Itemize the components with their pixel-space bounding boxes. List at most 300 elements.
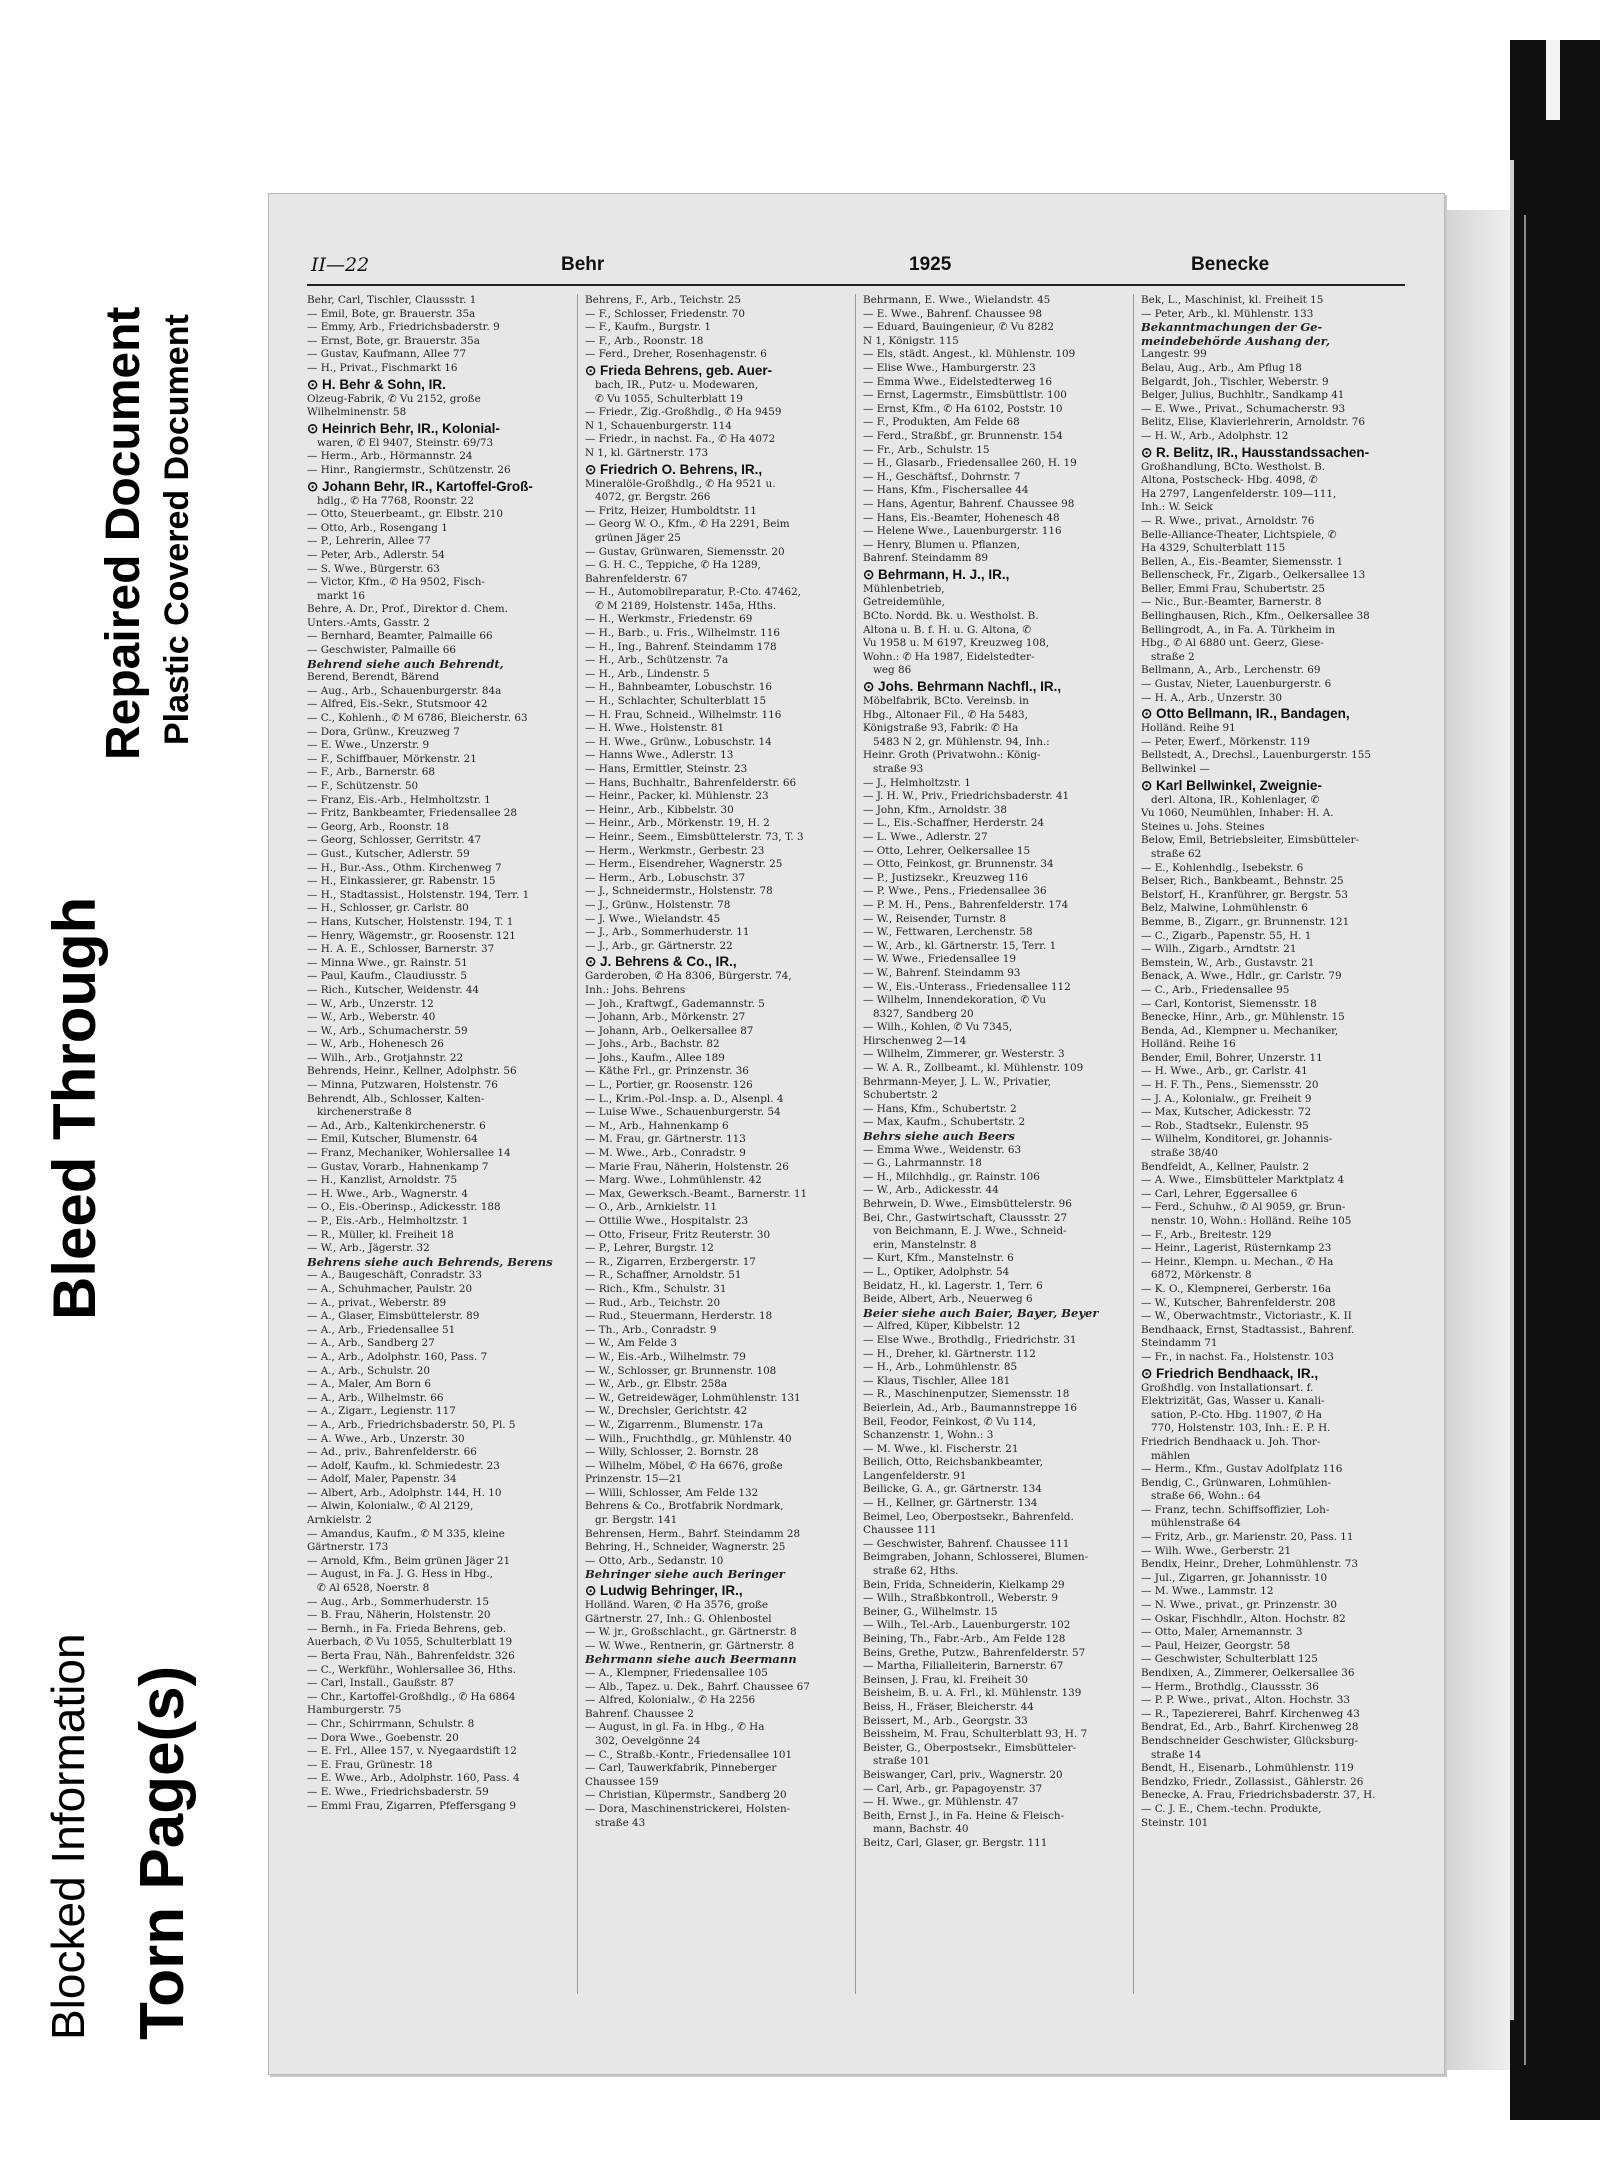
directory-entry: — Carl, Install., Gaußstr. 87 xyxy=(307,1677,455,1690)
directory-entry: — S. Wwe., Bürgerstr. 63 xyxy=(307,562,440,575)
directory-entry: Bendix, Heinr., Dreher, Lohmühlenstr. 73 xyxy=(1141,1558,1359,1571)
directory-entry: Beier siehe auch Baier, Bayer, Beyer xyxy=(863,1306,1099,1320)
directory-entry: Berend, Berendt, Bärend xyxy=(307,671,440,684)
directory-entry: Belitz, Elise, Klavierlehrerin, Arnoldstr. 76 xyxy=(1141,416,1366,429)
directory-entry: — W., Am Felde 3 xyxy=(585,1337,677,1350)
directory-entry: — W., Arb., Jägerstr. 32 xyxy=(307,1242,430,1255)
directory-entry: straße 43 xyxy=(595,1816,646,1829)
directory-entry: — A., Arb., Friedrichsbaderstr. 50, Pl. 5 xyxy=(307,1418,516,1431)
directory-entry: Prinzenstr. 15—21 xyxy=(585,1473,683,1486)
directory-entry: Mühlenbetrieb, xyxy=(863,582,945,595)
directory-entry: — P., Lehrer, Burgstr. 12 xyxy=(585,1242,714,1255)
directory-entry: — Franz, Mechaniker, Wohlersallee 14 xyxy=(307,1147,511,1160)
directory-entry: — Käthe Frl., gr. Prinzenstr. 36 xyxy=(585,1065,749,1078)
directory-entry: Bendig, C., Grünwaren, Lohmühlen- xyxy=(1141,1476,1332,1489)
directory-entry: ⊙ Heinrich Behr, IR., Kolonial- xyxy=(307,420,500,436)
directory-entry: N 1, Schauenburgerstr. 114 xyxy=(585,419,732,432)
directory-entry: — E. Wwe., Friedrichsbaderstr. 59 xyxy=(307,1785,489,1798)
directory-entry: — Herm., Arb., Hörmannstr. 24 xyxy=(307,450,473,463)
label-bleed-through: Bleed Through xyxy=(41,896,108,1320)
directory-entry: Olzeug-Fabrik, ✆ Vu 2152, große xyxy=(307,392,481,405)
directory-entry: — Heinr., Klempn. u. Mechan., ✆ Ha xyxy=(1141,1255,1334,1268)
directory-entry: — Peter, Arb., kl. Mühlenstr. 133 xyxy=(1141,307,1314,320)
directory-entry: — Ernst, Bote, gr. Brauerstr. 35a xyxy=(307,334,480,347)
directory-entry: — Hans, Kutscher, Holstenstr. 194, T. 1 xyxy=(307,915,514,928)
directory-entry: — Wilh., Straßbkontroll., Weberstr. 9 xyxy=(863,1592,1058,1605)
directory-entry: N 1, kl. Gärtnerstr. 173 xyxy=(585,446,709,459)
directory-entry: — E. Wwe., Bahrenf. Chaussee 98 xyxy=(863,307,1042,320)
directory-entry: — Minna, Putzwaren, Holstenstr. 76 xyxy=(307,1079,498,1092)
directory-entry: — P. P. Wwe., privat., Alton. Hochstr. 33 xyxy=(1141,1694,1350,1707)
directory-entry: — Gustav, Grünwaren, Siemensstr. 20 xyxy=(585,545,785,558)
directory-entry: Behrs siehe auch Beers xyxy=(863,1130,1015,1144)
directory-entry: ✆ Al 6528, Noerstr. 8 xyxy=(317,1582,430,1595)
directory-entry: Bendrat, Ed., Arb., Bahrf. Kirchenweg 28 xyxy=(1141,1721,1359,1734)
directory-entry: gr. Bergstr. 141 xyxy=(595,1514,678,1527)
directory-entry: — Johs., Kaufm., Allee 189 xyxy=(585,1051,725,1064)
directory-entry: — A., Arb., Sandberg 27 xyxy=(307,1337,435,1350)
directory-entry: — Ferd., Straßbf., gr. Brunnenstr. 154 xyxy=(863,429,1063,442)
directory-entry: Benecke, Hinr., Arb., gr. Mühlenstr. 15 xyxy=(1141,1011,1345,1024)
directory-entry: — H. Frau, Schneid., Wilhelmstr. 116 xyxy=(585,708,782,721)
directory-entry: 5483 N 2, gr. Mühlenstr. 94, Inh.: xyxy=(873,735,1050,748)
directory-entry: Beller, Emmi Frau, Schubertstr. 25 xyxy=(1141,582,1326,595)
directory-entry: — H. Wwe., Holstenstr. 81 xyxy=(585,722,725,735)
directory-entry: — Hans, Kfm., Schubertstr. 2 xyxy=(863,1102,1017,1115)
directory-entry: — Hans, Ermittler, Steinstr. 23 xyxy=(585,763,748,775)
directory-entry: Bemstein, W., Arb., Gustavstr. 21 xyxy=(1141,956,1315,969)
directory-entry: 302, Oevelgönne 24 xyxy=(595,1734,701,1747)
directory-entry: Unters.-Amts, Gasstr. 2 xyxy=(307,616,430,629)
directory-entry: Bellinghausen, Rich., Kfm., Oelkersallee 38 xyxy=(1141,610,1370,623)
column-4 xyxy=(1141,294,1403,1994)
directory-entry: Bemme, B., Zigarr., gr. Brunnenstr. 121 xyxy=(1141,915,1350,928)
directory-entry: — E. Wwe., Unzerstr. 9 xyxy=(307,739,430,752)
directory-entry: — H., Geschäftsf., Dohrnstr. 7 xyxy=(863,470,1021,483)
directory-entry: — L., Optiker, Adolphstr. 54 xyxy=(863,1265,1010,1278)
directory-entry: — A., Glaser, Eimsbüttelerstr. 89 xyxy=(307,1310,480,1323)
directory-entry: — W. Wwe., Friedensallee 19 xyxy=(863,953,1016,966)
directory-entry: Bellwinkel — xyxy=(1141,763,1210,775)
directory-entry: — Herm., Werkmstr., Gerbestr. 23 xyxy=(585,844,765,857)
directory-entry: Beil, Feodor, Feinkost, ✆ Vu 114, xyxy=(863,1415,1036,1428)
directory-entry: — Albert, Arb., Adolphstr. 144, H. 10 xyxy=(307,1486,502,1499)
directory-entry: Beining, Th., Fabr.-Arb., Am Felde 128 xyxy=(863,1633,1066,1645)
directory-entry: — H., Automobilreparatur, P.-Cto. 47462, xyxy=(585,586,801,599)
directory-entry: — Heinr., Packer, kl. Mühlenstr. 23 xyxy=(585,790,769,803)
directory-entry: hdlg., ✆ Ha 7768, Roonstr. 22 xyxy=(317,494,475,507)
directory-entry: Bendixen, A., Zimmerer, Oelkersallee 36 xyxy=(1141,1667,1355,1679)
directory-entry: ⊙ Johann Behr, IR., Kartoffel-Groß- xyxy=(307,478,533,494)
directory-entry: — A., Schuhmacher, Paulstr. 20 xyxy=(307,1282,473,1295)
directory-entry: — F., Schlosser, Friedenstr. 70 xyxy=(585,307,745,320)
directory-entry: Behrmann, E. Wwe., Wielandstr. 45 xyxy=(863,294,1051,306)
directory-entry: — Ad., Arb., Kaltenkirchenerstr. 6 xyxy=(307,1119,486,1132)
directory-entry: — W., Getreidewäger, Lohmühlenstr. 131 xyxy=(585,1391,801,1404)
directory-entry: 770, Holstenstr. 103, Inh.: E. P. H. xyxy=(1151,1422,1331,1435)
directory-entry: Ha 4329, Schulterblatt 115 xyxy=(1141,542,1286,555)
directory-entry: Bein, Frida, Schneiderin, Kielkamp 29 xyxy=(863,1578,1065,1591)
directory-entry: — Herm., Arb., Lobuschstr. 37 xyxy=(585,871,746,884)
directory-entry: — August, in gl. Fa. in Hbg., ✆ Ha xyxy=(585,1721,765,1734)
directory-entry: Belz, Malwine, Lohmühlenstr. 6 xyxy=(1141,902,1308,915)
directory-entry: — R., Schaffner, Arnoldstr. 51 xyxy=(585,1269,742,1282)
directory-entry: — W., Arb., gr. Elbstr. 258a xyxy=(585,1378,728,1391)
directory-entry: — Rich., Kfm., Schulstr. 31 xyxy=(585,1282,727,1295)
directory-entry: Beinsen, J. Frau, kl. Freiheit 30 xyxy=(863,1673,1028,1686)
directory-entry: Hirschenweg 2—14 xyxy=(863,1034,967,1047)
directory-entry: — H., Ing., Bahrenf. Steindamm 178 xyxy=(585,640,777,653)
directory-entry: ⊙ R. Belitz, IR., Hausstandssachen- xyxy=(1141,444,1370,460)
directory-entry: Hamburgerstr. 75 xyxy=(307,1704,402,1717)
directory-entry: — H., Kanzlist, Arnoldstr. 75 xyxy=(307,1174,458,1187)
directory-entry: Behring, H., Schneider, Wagnerstr. 25 xyxy=(585,1541,786,1554)
directory-entry: — Hans, Eis.-Beamter, Hohenesch 48 xyxy=(863,511,1060,524)
directory-entry: — R., Maschinenputzer, Siemensstr. 18 xyxy=(863,1388,1070,1401)
directory-entry: — H., Kellner, gr. Gärtnerstr. 134 xyxy=(863,1497,1038,1510)
directory-entry: ⊙ Behrmann, H. J., IR., xyxy=(863,566,1010,582)
directory-entry: — Otto, Friseur, Fritz Reuterstr. 30 xyxy=(585,1228,771,1241)
directory-entry: — Emmi Frau, Zigarren, Pfeffersgang 9 xyxy=(307,1799,516,1812)
directory-entry: — G. H. C., Teppiche, ✆ Ha 1289, xyxy=(585,559,761,572)
directory-entry: — A., Arb., Wilhelmstr. 66 xyxy=(307,1391,444,1404)
directory-entry: — Max, Gewerksch.-Beamt., Barnerstr. 11 xyxy=(585,1187,808,1200)
directory-entry: — Ferd., Dreher, Rosenhagenstr. 6 xyxy=(585,348,767,361)
directory-entry: Langestr. 99 xyxy=(1141,348,1207,361)
directory-entry: — Els, städt. Angest., kl. Mühlenstr. 109 xyxy=(863,348,1076,361)
directory-entry: Langenfelderstr. 91 xyxy=(863,1469,967,1482)
directory-entry: markt 16 xyxy=(317,589,366,602)
directory-entry: — Georg, Schlosser, Gerritstr. 47 xyxy=(307,834,482,847)
directory-entry: — H. Wwe., Grünw., Lobuschstr. 14 xyxy=(585,735,772,748)
directory-entry: Beierlein, Ad., Arb., Baumannstreppe 16 xyxy=(863,1401,1077,1414)
directory-entry: Beissert, M., Arb., Georgstr. 33 xyxy=(863,1714,1028,1727)
directory-entry: — Elise Wwe., Hamburgerstr. 23 xyxy=(863,361,1036,374)
directory-entry: — W. Wwe., Rentnerin, gr. Gärtnerstr. 8 xyxy=(585,1639,795,1652)
directory-entry: — J., Helmholtzstr. 1 xyxy=(863,776,971,789)
directory-entry: — Johs., Arb., Bachstr. 82 xyxy=(585,1038,720,1051)
directory-entry: — John, Kfm., Arnoldstr. 38 xyxy=(863,803,1008,816)
directory-entry: straße 38/40 xyxy=(1151,1147,1219,1160)
directory-entry: — E. Wwe., Privat., Schumacherstr. 93 xyxy=(1141,402,1346,415)
directory-entry: kirchenerstraße 8 xyxy=(317,1106,412,1119)
directory-entry: Bendfeldt, A., Kellner, Paulstr. 2 xyxy=(1141,1160,1310,1173)
directory-entry: — Heinr., Seem., Eimsbüttelerstr. 73, T. 3 xyxy=(585,830,804,843)
directory-entry: — Hans, Agentur, Bahrenf. Chaussee 98 xyxy=(863,497,1075,510)
directory-entry: — L., Eis.-Schaffner, Herderstr. 24 xyxy=(863,817,1045,830)
directory-entry: — Martha, Filialleiterin, Barnerstr. 67 xyxy=(863,1660,1064,1673)
directory-entry: Auerbach, ✆ Vu 1055, Schulterblatt 19 xyxy=(307,1636,513,1649)
directory-entry: — Klaus, Tischler, Allee 181 xyxy=(863,1374,1011,1387)
directory-entry: — Eduard, Bauingenieur, ✆ Vu 8282 xyxy=(863,321,1054,334)
directory-entry: — Helene Wwe., Lauenburgerstr. 116 xyxy=(863,525,1062,538)
directory-entry: — Christian, Küpermstr., Sandberg 20 xyxy=(585,1789,787,1802)
strip-edge-line xyxy=(1510,160,1514,2020)
directory-entry: — Dora Wwe., Goebenstr. 20 xyxy=(307,1731,459,1744)
directory-entry: Wohn.: ✆ Ha 1987, Eidelstedter- xyxy=(863,650,1035,663)
directory-entry: — W., Arb., Hohenesch 26 xyxy=(307,1038,444,1051)
directory-entry: — L. Wwe., Adlerstr. 27 xyxy=(863,830,988,843)
directory-entry: — Marie Frau, Näherin, Holstenstr. 26 xyxy=(585,1160,789,1173)
directory-entry: Behrens, F., Arb., Teichstr. 25 xyxy=(585,294,742,306)
directory-entry: Bendschneider Geschwister, Glücksburg- xyxy=(1141,1734,1359,1747)
directory-entry: Benack, A. Wwe., Hdlr., gr. Carlstr. 79 xyxy=(1141,970,1342,983)
directory-entry: Bekanntmachungen der Ge- xyxy=(1141,321,1323,335)
directory-entry: — Paul, Heizer, Georgstr. 58 xyxy=(1141,1639,1291,1652)
directory-entry: — Alb., Tapez. u. Dek., Bahrf. Chaussee 67 xyxy=(585,1680,810,1693)
directory-entry: — Herm., Kfm., Gustav Adolfplatz 116 xyxy=(1141,1463,1343,1476)
directory-entry: — Dora, Grünw., Kreuzweg 7 xyxy=(307,725,460,738)
directory-entry: — Marg. Wwe., Lohmühlenstr. 42 xyxy=(585,1174,762,1187)
directory-entry: Vu 1060, Neumühlen, Inhaber: H. A. xyxy=(1141,807,1334,820)
directory-entry: — R. Wwe., privat., Arnoldstr. 76 xyxy=(1141,514,1315,527)
directory-entry: — Alwin, Kolonialw., ✆ Al 2129, xyxy=(307,1500,474,1513)
directory-entry: — Rich., Kutscher, Weidenstr. 44 xyxy=(307,983,480,996)
directory-entry: 4072, gr. Bergstr. 266 xyxy=(595,491,711,504)
label-repaired-document: Repaired Document xyxy=(97,306,150,760)
directory-entry: Bendzko, Friedr., Zollassist., Gählerstr. 26 xyxy=(1141,1775,1364,1788)
directory-entry: — H., Arb., Lohmühlenstr. 85 xyxy=(863,1361,1018,1374)
directory-entry: — Wilh., Arb., Grotjahnstr. 22 xyxy=(307,1051,464,1064)
directory-entry: — W., Eis.-Arb., Wilhelmstr. 79 xyxy=(585,1350,746,1363)
directory-entry: — Geschwister, Palmaille 66 xyxy=(307,644,457,657)
directory-entry: N 1, Königstr. 115 xyxy=(863,334,959,347)
directory-entry: ✆ Vu 1055, Schulterblatt 19 xyxy=(595,392,743,405)
directory-entry: Belger, Julius, Buchhltr., Sandkamp 41 xyxy=(1141,389,1345,402)
directory-entry: 6872, Mörkenstr. 8 xyxy=(1151,1269,1252,1282)
directory-entry: — Wilh., Zigarb., Arndtstr. 21 xyxy=(1141,943,1297,956)
directory-entry: — F., Schiffbauer, Mörkenstr. 21 xyxy=(307,752,477,765)
directory-entry: Holländ. Reihe 91 xyxy=(1141,722,1236,735)
directory-entry: Bellmann, A., Arb., Lerchenstr. 69 xyxy=(1141,664,1321,677)
directory-entry: — Gust., Kutscher, Adlerstr. 59 xyxy=(307,847,470,860)
directory-entry: ⊙ J. Behrens & Co., IR., xyxy=(585,954,737,970)
directory-entry: straße 62, Hths. xyxy=(873,1565,959,1578)
directory-entry: — Emil, Kutscher, Blumenstr. 64 xyxy=(307,1133,478,1146)
directory-entry: — Nic., Bur.-Beamter, Barnerstr. 8 xyxy=(1141,596,1322,609)
directory-entry: — W., Arb., Schumacherstr. 59 xyxy=(307,1024,468,1037)
directory-entry: — C., Straßb.-Kontr., Friedensallee 101 xyxy=(585,1748,793,1761)
directory-entry: — C. J. E., Chem.-techn. Produkte, xyxy=(1141,1802,1322,1815)
directory-entry: — Rud., Steuermann, Herderstr. 18 xyxy=(585,1310,773,1323)
directory-entry: ✆ M 2189, Holstenstr. 145a, Hths. xyxy=(595,599,777,612)
directory-entry: — Paul, Kaufm., Claudiusstr. 5 xyxy=(307,970,467,983)
directory-entry: — Henry, Blumen u. Pflanzen, xyxy=(863,538,1021,551)
directory-entry: — Heinr., Arb., Mörkenstr. 19, H. 2 xyxy=(585,817,770,830)
directory-entry: — Ottilie Wwe., Hospitalstr. 23 xyxy=(585,1215,749,1227)
directory-entry: — H. Wwe., Arb., Wagnerstr. 4 xyxy=(307,1187,469,1200)
directory-entry: — Franz, techn. Schiffsoffizier, Loh- xyxy=(1141,1503,1330,1516)
directory-entry: — H. W., Arb., Adolphstr. 12 xyxy=(1141,429,1289,442)
directory-entry: — Chr., Schirrmann, Schulstr. 8 xyxy=(307,1717,475,1730)
directory-entry: BCto. Nordd. Bk. u. Westholst. B. xyxy=(863,610,1039,623)
directory-entry: — Ernst, Kfm., ✆ Ha 6102, Poststr. 10 xyxy=(863,402,1063,415)
directory-entry: — Otto, Feinkost, gr. Brunnenstr. 34 xyxy=(863,858,1054,871)
directory-entry: — P., Eis.-Arb., Helmholtzstr. 1 xyxy=(307,1215,469,1227)
directory-entry: — Alfred, Küper, Kibbelstr. 12 xyxy=(863,1320,1021,1333)
directory-entry: straße 62 xyxy=(1151,847,1202,860)
directory-entry: — Willi, Schlosser, Am Felde 132 xyxy=(585,1486,759,1499)
directory-entry: — J. Wwe., Wielandstr. 45 xyxy=(585,912,721,925)
directory-entry: — Emma Wwe., Eidelstedterweg 16 xyxy=(863,375,1052,388)
directory-entry: Beiswanger, Carl, priv., Wagnerstr. 20 xyxy=(863,1768,1063,1781)
directory-entry: — P. Wwe., Pens., Friedensallee 36 xyxy=(863,885,1047,898)
directory-entry: Steindamm 71 xyxy=(1141,1337,1218,1350)
directory-entry: — H., Einkassierer, gr. Rabenstr. 15 xyxy=(307,875,496,888)
directory-entry: — Max, Kutscher, Adickesstr. 72 xyxy=(1141,1106,1312,1119)
directory-entry: Steines u. Johs. Steines xyxy=(1141,820,1265,833)
directory-entry: — P., Justizsekr., Kreuzweg 116 xyxy=(863,871,1029,884)
directory-entry: mählen xyxy=(1151,1449,1190,1462)
page-edge-shadow xyxy=(1443,210,1510,2070)
directory-entry: — Luise Wwe., Schauenburgerstr. 54 xyxy=(585,1106,781,1119)
directory-entry: — J., Schneidermstr., Holstenstr. 78 xyxy=(585,885,773,898)
directory-entry: — Ferd., Schuhw., ✆ Al 9059, gr. Brun- xyxy=(1141,1201,1346,1214)
directory-entry: — Hinr., Rangiermstr., Schützenstr. 26 xyxy=(307,463,511,476)
directory-entry: — Peter, Arb., Adlerstr. 54 xyxy=(307,548,445,561)
directory-entry: — Otto, Maler, Arnemannstr. 3 xyxy=(1141,1626,1303,1639)
directory-entry: Schanzenstr. 1, Wohn.: 3 xyxy=(863,1429,994,1442)
directory-entry: — L., Krim.-Pol.-Insp. a. D., Alsenpl. 4 xyxy=(585,1092,784,1105)
directory-entry: Inh.: W. Seick xyxy=(1141,501,1213,514)
directory-entry: ⊙ Karl Bellwinkel, Zweignie- xyxy=(1141,777,1322,793)
directory-entry: — Ernst, Lagermstr., Eimsbüttlstr. 100 xyxy=(863,389,1067,402)
directory-entry: — Herm., Brothdlg., Claussstr. 36 xyxy=(1141,1680,1319,1693)
directory-entry: — H., Bur.-Ass., Othm. Kirchenweg 7 xyxy=(307,861,502,874)
directory-entry: Chaussee 111 xyxy=(863,1524,937,1537)
directory-entry: — Kurt, Kfm., Manstelnstr. 6 xyxy=(863,1252,1014,1265)
column-divider xyxy=(1133,294,1134,1994)
directory-entry: Bek, L., Maschinist, kl. Freiheit 15 xyxy=(1141,294,1324,306)
directory-entry: — Willy, Schlosser, 2. Bornstr. 28 xyxy=(585,1446,759,1459)
directory-entry: Beimgraben, Johann, Schlosserei, Blumen- xyxy=(863,1551,1089,1564)
directory-entry: — Aug., Arb., Sommerhuderstr. 15 xyxy=(307,1595,489,1608)
directory-entry: Altona u. B. f. H. u. G. Altona, ✆ xyxy=(863,623,1032,636)
directory-entry: ⊙ Frieda Behrens, geb. Auer- xyxy=(585,362,773,378)
directory-entry: — Dora, Maschinenstrickerei, Holsten- xyxy=(585,1802,791,1815)
directory-entry: — Carl, Lehrer, Eggersallee 6 xyxy=(1141,1187,1298,1200)
header-year: 1925 xyxy=(909,254,952,275)
directory-entry: Altona, Postscheck- Hbg. 4098, ✆ xyxy=(1141,474,1318,487)
directory-entry: ⊙ Johs. Behrmann Nachfl., IR., xyxy=(863,679,1062,695)
directory-entry: — F., Arb., Barnerstr. 68 xyxy=(307,766,435,779)
directory-entry: straße 101 xyxy=(873,1755,930,1768)
directory-entry: — Otto, Lehrer, Oelkersallee 15 xyxy=(863,844,1031,857)
directory-entry: — Herm., Eisendreher, Wagnerstr. 25 xyxy=(585,858,783,871)
directory-entry: — K. O., Klempnerei, Gerberstr. 16a xyxy=(1141,1282,1332,1295)
directory-entry: Bahrenf. Chaussee 2 xyxy=(585,1707,694,1720)
directory-entry: — H., Schlosser, gr. Carlstr. 80 xyxy=(307,902,469,915)
directory-entry: — M. Wwe., Arb., Conradstr. 9 xyxy=(585,1147,746,1160)
directory-entry: — Else Wwe., Brothdlg., Friedrichstr. 31 xyxy=(863,1333,1077,1346)
directory-entry: straße 93 xyxy=(873,763,924,775)
directory-entry: — A., privat., Weberstr. 89 xyxy=(307,1296,447,1309)
directory-entry: ⊙ Ludwig Behringer, IR., xyxy=(585,1583,743,1599)
directory-entry: von Beichmann, E. J. Wwe., Schneid- xyxy=(873,1225,1067,1238)
directory-entry: Beimel, Leo, Oberpostsekr., Bahrenfeld. xyxy=(863,1510,1074,1523)
directory-entry: — Otto, Steuerbeamt., gr. Elbstr. 210 xyxy=(307,508,504,521)
directory-entry: Beidatz, H., kl. Lagerstr. 1, Terr. 6 xyxy=(863,1279,1043,1292)
directory-entry: — W., Arb., kl. Gärtnerstr. 15, Terr. 1 xyxy=(863,939,1057,952)
directory-entry: — Emma Wwe., Weidenstr. 63 xyxy=(863,1143,1022,1156)
directory-entry: Behrmann siehe auch Beermann xyxy=(585,1653,797,1667)
directory-entry: — A., Arb., Friedensallee 51 xyxy=(307,1323,456,1336)
directory-entry: — W., Arb., Weberstr. 40 xyxy=(307,1011,436,1024)
directory-entry: — Fritz, Bankbeamter, Friedensallee 28 xyxy=(307,807,518,820)
directory-entry: — J., Grünw., Holstenstr. 78 xyxy=(585,898,731,911)
directory-entry: Möbelfabrik, BCto. Vereinsb. in xyxy=(863,695,1029,708)
directory-entry: — Victor, Kfm., ✆ Ha 9502, Fisch- xyxy=(307,576,485,589)
directory-entry: — Bernh., in Fa. Frieda Behrens, geb. xyxy=(307,1622,507,1635)
directory-entry: — Max, Kaufm., Schubertstr. 2 xyxy=(863,1116,1026,1129)
directory-entry: — M. Wwe., Lammstr. 12 xyxy=(1141,1585,1274,1598)
directory-entry: Königstraße 93, Fabrik: ✆ Ha xyxy=(863,722,1019,735)
directory-entry: — M., Arb., Hahnenkamp 6 xyxy=(585,1119,729,1132)
directory-entry: mann, Bachstr. 40 xyxy=(873,1823,969,1836)
directory-entry: — Carl, Arb., gr. Papagoyenstr. 37 xyxy=(863,1782,1043,1795)
directory-entry: — Berta Frau, Näh., Bahrenfeldstr. 326 xyxy=(307,1650,515,1662)
directory-entry: — Arnold, Kfm., Beim grünen Jäger 21 xyxy=(307,1554,511,1567)
directory-entry: — C., Werkführ., Wohlersallee 36, Hths. xyxy=(307,1663,516,1676)
directory-entry: — Geschwister, Schulterblatt 125 xyxy=(1141,1653,1318,1666)
directory-entry: Behrens siehe auch Behrends, Berens xyxy=(307,1255,553,1269)
directory-entry: — Otto, Arb., Rosengang 1 xyxy=(307,521,448,534)
directory-entry: Behre, A. Dr., Prof., Direktor d. Chem. xyxy=(307,603,508,616)
directory-entry: Ha 2797, Langenfelderstr. 109—111, xyxy=(1141,487,1337,500)
directory-entry: — Hans, Kfm., Fischersallee 44 xyxy=(863,484,1029,497)
directory-entry: Bahrenf. Steindamm 89 xyxy=(863,552,988,565)
directory-entry: Inh.: Johs. Behrens xyxy=(585,983,686,996)
directory-entry: Vu 1958 u. M 6197, Kreuzweg 108, xyxy=(863,637,1050,650)
directory-entry: — C., Zigarb., Papenstr. 55, H. 1 xyxy=(1141,929,1312,942)
directory-entry: — J. A., Kolonialw., gr. Freiheit 9 xyxy=(1141,1092,1312,1105)
directory-entry: Behrmann-Meyer, J. L. W., Privatier, xyxy=(863,1075,1051,1088)
directory-entry: — Alfred, Kolonialw., ✆ Ha 2256 xyxy=(585,1694,756,1707)
directory-entry: — Wilhelm, Innendekoration, ✆ Vu xyxy=(863,994,1046,1007)
directory-entry: Beiner, G., Wilhelmstr. 15 xyxy=(863,1605,998,1618)
directory-entry: — Wilh., Fruchthdlg., gr. Mühlenstr. 40 xyxy=(585,1432,792,1445)
directory-entry: — Gustav, Vorarb., Hahnenkamp 7 xyxy=(307,1160,489,1173)
directory-entry: — O., Eis.-Oberinsp., Adickesstr. 188 xyxy=(307,1201,501,1214)
directory-entry: Beilich, Otto, Reichsbankbeamter, xyxy=(863,1456,1043,1469)
directory-entry: — Minna Wwe., gr. Rainstr. 51 xyxy=(307,956,468,969)
directory-entry: — W., Drechsler, Gerichtstr. 42 xyxy=(585,1405,748,1418)
directory-entry: — A., Klempner, Friedensallee 105 xyxy=(585,1667,768,1679)
directory-entry: — H., Schlachter, Schulterblatt 15 xyxy=(585,695,767,708)
directory-entry: Benecke, A. Frau, Friedrichsbaderstr. 37, H. xyxy=(1141,1789,1376,1802)
directory-entry: Chaussee 159 xyxy=(585,1775,659,1788)
directory-entry: — Adolf, Maler, Papenstr. 34 xyxy=(307,1473,457,1486)
directory-entry: — J. H. W., Priv., Friedrichsbaderstr. 41 xyxy=(863,790,1070,803)
directory-entry: — A., Arb., Schulstr. 20 xyxy=(307,1364,430,1377)
directory-entry: Bellen, A., Eis.-Beamter, Siemensstr. 1 xyxy=(1141,555,1344,568)
directory-entry: Belstorf, H., Kranführer, gr. Bergstr. 53 xyxy=(1141,888,1348,901)
directory-entry: — Hans, Buchhaltr., Bahrenfelderstr. 66 xyxy=(585,776,797,789)
column-divider xyxy=(577,294,578,1994)
directory-entry: Behr, Carl, Tischler, Claussstr. 1 xyxy=(307,294,477,306)
directory-entry: — E. Frau, Grünestr. 18 xyxy=(307,1758,433,1771)
directory-entry: — W., Kutscher, Bahrenfelderstr. 208 xyxy=(1141,1296,1336,1309)
directory-entry: Großhandlung, BCto. Westholst. B. xyxy=(1141,460,1326,473)
directory-entry: derl. Altona, IR., Kohlenlager, ✆ xyxy=(1151,793,1320,806)
directory-entry: — H., Werkmstr., Friedenstr. 69 xyxy=(585,613,753,626)
directory-entry: Belle-Alliance-Theater, Lichtspiele, ✆ xyxy=(1141,528,1337,541)
directory-entry: — H., Glasarb., Friedensallee 260, H. 19 xyxy=(863,457,1077,470)
directory-entry: — E. Wwe., Arb., Adolphstr. 160, Pass. 4 xyxy=(307,1772,520,1785)
directory-entry: Bellenscheck, Fr., Zigarb., Oelkersallee 13 xyxy=(1141,569,1366,582)
directory-entry: — W. jr., Großschlacht., gr. Gärtnerstr. 8 xyxy=(585,1626,797,1639)
header-first-word: Behr xyxy=(561,254,605,275)
